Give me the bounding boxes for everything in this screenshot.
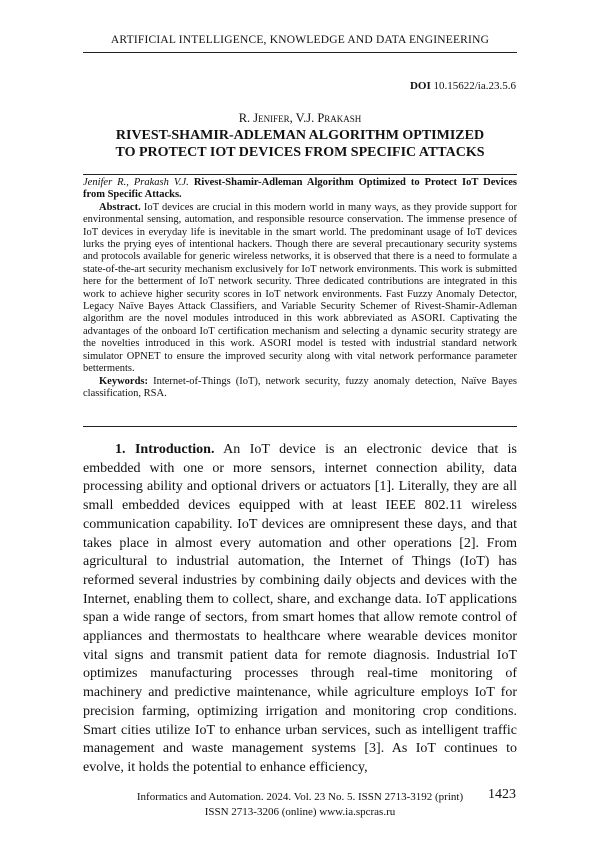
introduction-text: An IoT device is an electronic device that is embedded with one or more sensors, internet connection ability, data processing ability and optional drivers or actuators [1]. Literally, they are all small embedded devices equipped with at least IEEE 802.11 wireless communication capability. IoT devices are omnipresent these days, and that takes place in almost every automation and other operations [2]. From agricultural to industrial automation, the Internet of Things (IoT) has reformed several industries by combining daily objects and devices with the Internet, enabling them to collect, share, and exchange data. IoT applications span a wide range of sectors, from smart homes that allow remote control of appliances and thermostats to healthcare where wearable devices monitor vital signs and transmit patient data for remote diagnosis. Industrial IoT optimizes manufacturing processes through real-time monitoring of machinery and predictive maintenance, while agriculture employs IoT for precision farming, optimizing irrigation and monitoring crop conditions. Smart cities utilize IoT to enhance urban services, such as intelligent traffic management and waste management systems [3]. As IoT continues to evolve, it holds the potential to enhance efficiency,	[83, 442, 518, 775]
doi-value[interactable]: 10.15622/ia.23.5.6	[433, 80, 516, 92]
abstract-bottom-divider	[83, 426, 517, 427]
footer-line-2: ISSN 2713-3206 (online) www.ia.spcras.ru	[204, 806, 396, 818]
doi-label: DOI	[409, 80, 431, 92]
doi	[410, 80, 516, 92]
keywords-text: Internet-of-Things (IoT), network security, fuzzy anomaly detection, Naïve Bayes classification, RSA.	[83, 375, 518, 399]
introduction-section	[83, 441, 517, 778]
footer-line-1: Informatics and Automation. 2024. Vol. 23 No. 5. ISSN 2713-3192 (print)	[136, 791, 464, 803]
running-head: ARTIFICIAL INTELLIGENCE, KNOWLEDGE AND DATA ENGINEERING	[110, 34, 490, 46]
introduction-heading: 1. Introduction.	[115, 442, 215, 457]
abstract	[83, 202, 517, 376]
article-authors-text: R. Jenifer, V.J. Prakash	[238, 111, 362, 125]
page-number: 1423	[488, 787, 516, 802]
introduction-paragraph	[83, 441, 517, 778]
header-divider	[83, 52, 517, 53]
article-title-line-2: TO PROTECT IOT DEVICES FROM SPECIFIC ATTACKS	[115, 145, 485, 160]
citation-authors: Jenifer R., Prakash V.J.	[83, 177, 189, 188]
keywords	[83, 376, 517, 401]
abstract-top-divider	[83, 174, 517, 175]
article-title	[60, 127, 540, 161]
citation	[83, 177, 517, 202]
abstract-label: Abstract.	[99, 201, 141, 213]
article-title-line-1: RIVEST-SHAMIR-ADLEMAN ALGORITHM OPTIMIZED	[115, 128, 485, 143]
abstract-block	[83, 177, 517, 400]
citation-title: Rivest-Shamir-Adleman Algorithm Optimized to Protect IoT Devices from Specific Attacks.	[83, 177, 517, 201]
abstract-text: IoT devices are crucial in this modern world in many ways, as they provide support for environmental sensing, automation, and responsible resource conservation. The immense presence of IoT devices in everyday life is inevitable in the smart world. The predominant usage of IoT devices lurks the prying eyes of intentional hackers. Though there are several precautionary security systems and protocols available for generic wireless networks, it is observed that there is a need to formulate a state-of-the-art security mechanism exclusively for IoT network environments. This work is submitted here for the betterment of IoT network security. Three dedicated contributions are integrated in this work to achieve higher security scores in IoT network environments. Fast Fuzzy Anomaly Detector, Legacy Naïve Bayes Attack Classifiers, and Variable Security Schemer of Rivest-Shamir-Adleman algorithm are the novel modules introduced in this work abbreviated as ASORI. Captivating the advantages of the onboard IoT certification mechanism and selecting a dynamic security strategy are the novelties introduced in this work. ASORI model is tested with industrial standard network simulator OPNET to ensure the improved security along with vital network performance parameter betterments.	[83, 201, 517, 375]
article-authors	[0, 111, 600, 126]
keywords-label: Keywords:	[99, 375, 148, 387]
